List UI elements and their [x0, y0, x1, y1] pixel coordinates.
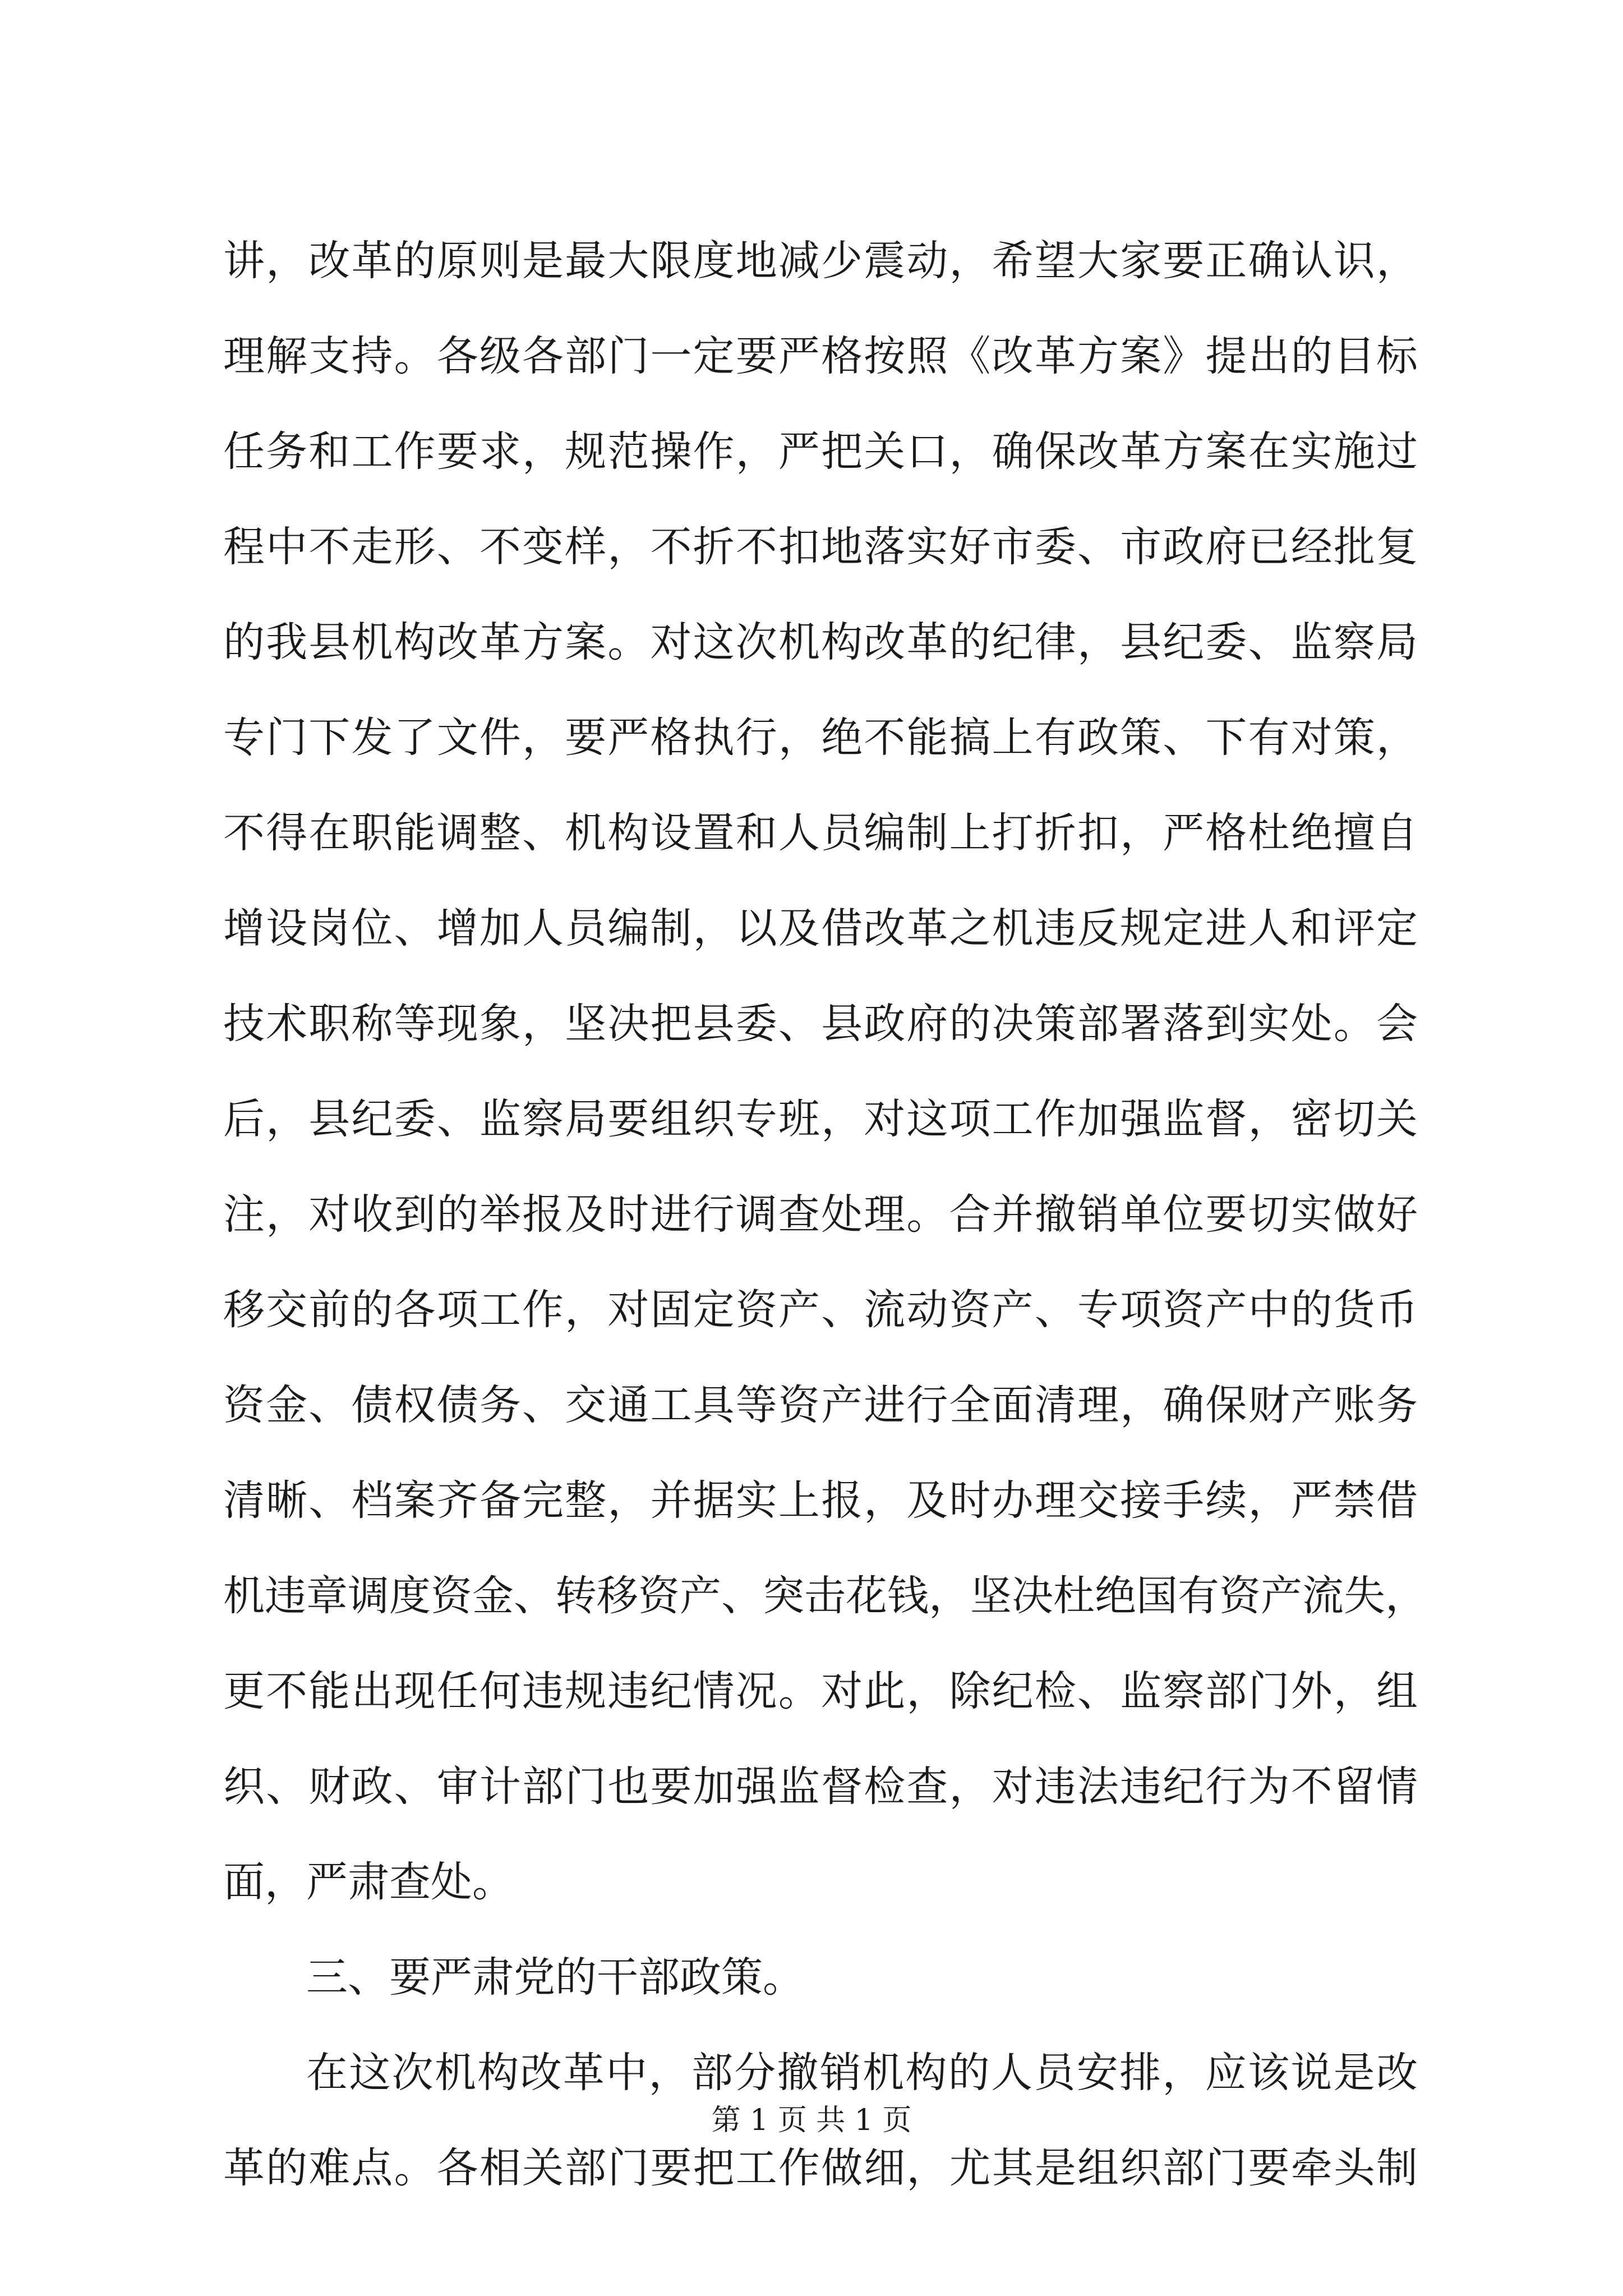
text-line: 理解支持。各级各部门一定要严格按照《改革方案》提出的目标 [223, 332, 1418, 380]
text-line: 增设岗位、增加人员编制，以及借改革之机违反规定进人和评定 [223, 904, 1418, 953]
text-line: 程中不走形、不变样，不折不扣地落实好市委、市政府已经批复 [223, 523, 1418, 571]
document-body [223, 213, 1427, 2216]
text-line: 面，严肃查处。 [223, 1858, 514, 1906]
text-line: 革的难点。各相关部门要把工作做细，尤其是组织部门要牵头制 [223, 2144, 1418, 2192]
text-line: 织、财政、审计部门也要加强监督检查，对违法违纪行为不留情 [223, 1763, 1418, 1811]
page-footer: 第 1 页 共 1 页 [711, 2104, 912, 2137]
text-line: 注，对收到的举报及时进行调查处理。合并撤销单位要切实做好 [223, 1190, 1418, 1239]
text-line: 移交前的各项工作，对固定资产、流动资产、专项资产中的货币 [223, 1286, 1418, 1334]
text-line: 在这次机构改革中，部分撤销机构的人员安排，应该说是改 [306, 2049, 1418, 2097]
text-line: 机违章调度资金、转移资产、突击花钱，坚决杜绝国有资产流失， [223, 1572, 1427, 1620]
text-line: 技术职称等现象，坚决把县委、县政府的决策部署落到实处。会 [223, 1000, 1418, 1048]
text-line: 不得在职能调整、机构设置和人员编制上打折扣，严格杜绝擅自 [223, 809, 1418, 857]
text-line: 清晰、档案齐备完整，并据实上报，及时办理交接手续，严禁借 [223, 1476, 1418, 1525]
text-line: 专门下发了文件，要严格执行，绝不能搞上有政策、下有对策， [223, 714, 1418, 762]
text-line: 更不能出现任何违规违纪情况。对此，除纪检、监察部门外，组 [223, 1667, 1418, 1715]
text-line: 后，县纪委、监察局要组织专班，对这项工作加强监督，密切关 [223, 1095, 1418, 1143]
text-line: 任务和工作要求，规范操作，严把关口，确保改革方案在实施过 [223, 427, 1418, 476]
text-line: 的我县机构改革方案。对这次机构改革的纪律，县纪委、监察局 [223, 618, 1418, 666]
text-line: 资金、债权债务、交通工具等资产进行全面清理，确保财产账务 [223, 1381, 1418, 1429]
section-heading: 三、要严肃党的干部政策。 [306, 1953, 804, 2001]
text-line: 讲，改革的原则是最大限度地减少震动，希望大家要正确认识， [223, 237, 1418, 285]
